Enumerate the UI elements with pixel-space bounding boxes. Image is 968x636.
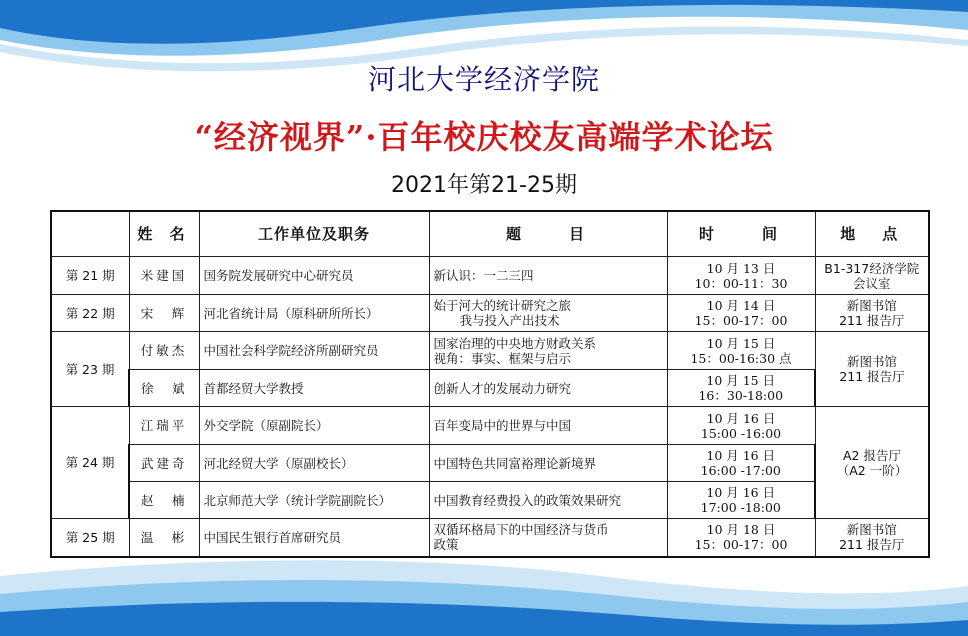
name-cell: 米建国 bbox=[129, 257, 199, 295]
name-cell: 赵 楠 bbox=[129, 482, 199, 519]
topic-line: 国家治理的中央地方财政关系 bbox=[433, 335, 597, 351]
place-line: 211 报告厅 bbox=[839, 369, 905, 384]
table-row bbox=[51, 445, 929, 482]
table-row bbox=[51, 407, 929, 445]
org-cell: 中国民生银行首席研究员 bbox=[199, 519, 429, 557]
topic-cell bbox=[429, 519, 667, 557]
schedule-table bbox=[50, 210, 930, 558]
place-line: B1-317经济学院 bbox=[824, 260, 920, 276]
topic-line: 双循环格局下的中国经济与货币 bbox=[433, 522, 609, 538]
table-header-row bbox=[51, 211, 929, 257]
topic-line: 中国特色共同富裕理论新境界 bbox=[433, 455, 597, 471]
time-text: 10：00-11：30 bbox=[694, 275, 788, 291]
org-cell: 国务院发展研究中心研究员 bbox=[199, 257, 429, 295]
name-cell: 武建奇 bbox=[129, 445, 199, 482]
forum-title: “经济视界”·百年校庆校友高端学术论坛 bbox=[194, 118, 774, 156]
col-header-time: 时 间 bbox=[667, 211, 815, 257]
place-line: 会议室 bbox=[852, 275, 891, 291]
org-cell: 河北省统计局（原科研所所长） bbox=[199, 295, 429, 332]
time-text: 15：00-17：00 bbox=[694, 537, 788, 553]
org-cell: 外交学院（原副院长） bbox=[199, 407, 429, 445]
place-line: 新图书馆 bbox=[846, 522, 897, 538]
col-header-place: 地 点 bbox=[815, 211, 929, 257]
school-title: 河北大学经济学院 bbox=[367, 63, 600, 96]
date-text: 10 月 16 日 bbox=[706, 410, 776, 426]
time-cell bbox=[667, 519, 815, 557]
place-line: 211 报告厅 bbox=[839, 313, 905, 328]
date-text: 10 月 14 日 bbox=[706, 298, 776, 313]
topic-cell bbox=[429, 482, 667, 519]
time-text: 15：00-16:30 点 bbox=[690, 350, 792, 366]
issue-subtitle: 2021年第21-25期 bbox=[391, 173, 577, 198]
topic-line: 新认识：一二三四 bbox=[433, 268, 534, 283]
period-cell: 第 21 期 bbox=[51, 257, 129, 295]
table-row bbox=[51, 370, 929, 407]
topic-line: 视角：事实、框架与启示 bbox=[433, 350, 572, 366]
time-text: 16:00 -17:00 bbox=[700, 463, 781, 478]
place-line: （A2 一阶） bbox=[836, 462, 908, 478]
time-text: 17:00 -18:00 bbox=[700, 500, 781, 515]
topic-line: 百年变局中的世界与中国 bbox=[433, 418, 572, 433]
name-cell: 徐 斌 bbox=[129, 370, 199, 407]
date-text: 10 月 16 日 bbox=[706, 485, 776, 500]
time-cell bbox=[667, 370, 815, 407]
time-cell bbox=[667, 407, 815, 445]
topic-line: 中国教育经费投入的政策效果研究 bbox=[433, 492, 622, 508]
name-cell: 宋 辉 bbox=[129, 295, 199, 332]
time-cell bbox=[667, 295, 815, 332]
table-row bbox=[51, 519, 929, 557]
table-row bbox=[51, 332, 929, 370]
name-cell: 付敏杰 bbox=[129, 332, 199, 370]
table-row bbox=[51, 295, 929, 332]
place-line: A2 报告厅 bbox=[843, 447, 901, 463]
period-cell: 第 25 期 bbox=[51, 519, 129, 557]
topic-cell bbox=[429, 445, 667, 482]
name-cell: 温 彬 bbox=[129, 519, 199, 557]
period-cell: 第 22 期 bbox=[51, 295, 129, 332]
topic-line: 创新人才的发展动力研究 bbox=[433, 380, 572, 396]
date-text: 10 月 16 日 bbox=[706, 448, 776, 463]
date-text: 10 月 15 日 bbox=[706, 335, 776, 351]
place-cell bbox=[815, 407, 929, 519]
place-cell bbox=[815, 332, 929, 407]
place-cell bbox=[815, 257, 929, 295]
col-header-name: 姓 名 bbox=[129, 211, 199, 257]
period-cell: 第 23 期 bbox=[51, 332, 129, 407]
col-header-period bbox=[51, 211, 129, 257]
col-header-topic: 题 目 bbox=[429, 211, 667, 257]
topic-line: 始于河大的统计研究之旅 bbox=[433, 298, 572, 313]
topic-line: 政策 bbox=[433, 537, 459, 553]
org-cell: 北京师范大学（统计学院副院长） bbox=[199, 482, 429, 519]
name-cell: 江瑞平 bbox=[129, 407, 199, 445]
bottom-wave-decoration bbox=[0, 546, 968, 636]
table-row bbox=[51, 257, 929, 295]
place-cell bbox=[815, 519, 929, 557]
table-row bbox=[51, 482, 929, 519]
time-cell bbox=[667, 257, 815, 295]
place-line: 211 报告厅 bbox=[839, 537, 905, 553]
time-cell bbox=[667, 332, 815, 370]
topic-line: 我与投入产出技术 bbox=[459, 313, 560, 328]
time-text: 15:00 -16:00 bbox=[700, 425, 782, 441]
org-cell: 河北经贸大学（原副校长） bbox=[199, 445, 429, 482]
topic-cell bbox=[429, 332, 667, 370]
place-cell bbox=[815, 295, 929, 332]
time-text: 15：00-17：00 bbox=[694, 313, 788, 328]
time-cell bbox=[667, 482, 815, 519]
topic-cell bbox=[429, 295, 667, 332]
org-cell: 首都经贸大学教授 bbox=[199, 370, 429, 407]
org-cell: 中国社会科学院经济所副研究员 bbox=[199, 332, 429, 370]
time-text: 16：30-18:00 bbox=[698, 388, 784, 403]
date-text: 10 月 18 日 bbox=[706, 522, 776, 538]
time-cell bbox=[667, 445, 815, 482]
topic-cell bbox=[429, 257, 667, 295]
col-header-org: 工作单位及职务 bbox=[199, 211, 429, 257]
date-text: 10 月 15 日 bbox=[706, 373, 776, 388]
date-text: 10 月 13 日 bbox=[706, 260, 776, 276]
period-cell: 第 24 期 bbox=[51, 407, 129, 519]
place-line: 新图书馆 bbox=[846, 354, 897, 369]
topic-cell bbox=[429, 407, 667, 445]
place-line: 新图书馆 bbox=[846, 298, 897, 313]
topic-cell bbox=[429, 370, 667, 407]
